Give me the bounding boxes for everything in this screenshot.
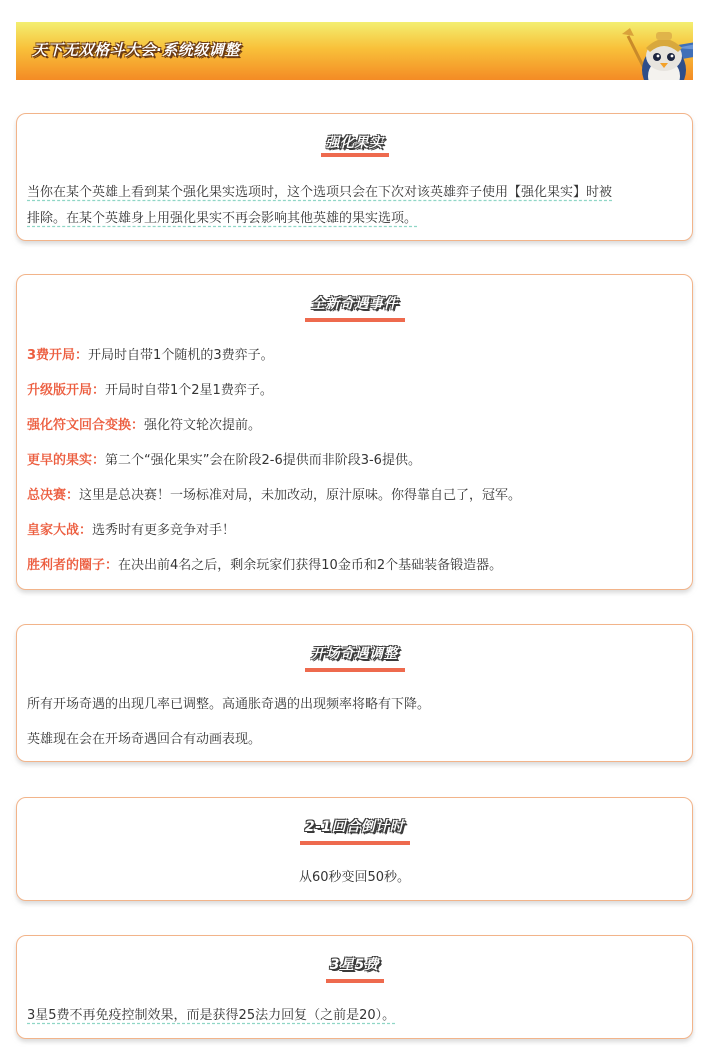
card-augments [16, 113, 693, 241]
penguin-mascot-icon [620, 26, 693, 80]
event-item [27, 346, 682, 366]
card-opening [16, 624, 693, 762]
card-title-events: 全新奇遇事件 [311, 296, 398, 312]
three-star-text: 3星5费不再免疫控制效果，而是获得25法力回复（之前是20）。 [27, 1008, 396, 1023]
event-text: 开局时自带1个2星1费弈子。 [105, 383, 273, 398]
countdown-text: 从60秒变回50秒。 [298, 870, 411, 885]
card-countdown [16, 797, 693, 901]
augments-line-1: 当你在某个英雄上看到某个强化果实选项时，这个选项只会在下次对该英雄弈子使用【强化果实】时被 [27, 185, 613, 200]
event-label: 3费开局： [27, 348, 89, 363]
event-text: 开局时自带1个随机的3费弈子。 [88, 348, 274, 363]
card-three-star [16, 935, 693, 1039]
event-text: 强化符文轮次提前。 [144, 418, 262, 433]
event-label: 总决赛： [27, 488, 80, 503]
event-item [27, 486, 682, 506]
event-item [27, 451, 682, 471]
card-title-countdown: 2-1回合倒计时 [304, 819, 405, 835]
title-underline [300, 841, 410, 845]
banner-title: 天下无双格斗大会·系统级调整 [32, 41, 240, 59]
title-underline [321, 153, 389, 157]
event-text: 选秀时有更多竞争对手！ [92, 523, 236, 538]
event-label: 胜利者的圈子： [27, 558, 119, 573]
event-item [27, 556, 682, 576]
event-label: 更早的果实： [27, 453, 106, 468]
card-title-three-star: 3星5费 [329, 957, 380, 973]
event-label: 升级版开局： [27, 383, 106, 398]
event-label: 强化符文回合变换： [27, 418, 145, 433]
event-item [27, 381, 682, 401]
event-label: 皇家大战： [27, 523, 93, 538]
event-text: 第二个“强化果实”会在阶段2-6提供而非阶段3-6提供。 [105, 453, 421, 468]
header-banner [16, 22, 693, 80]
event-item [27, 521, 682, 541]
augments-line-2: 排除。在某个英雄身上用强化果实不再会影响其他英雄的果实选项。 [27, 211, 418, 226]
card-title-opening: 开场奇遇调整 [311, 646, 398, 662]
title-underline [305, 668, 405, 672]
card-title-augments: 强化果实 [325, 135, 384, 151]
event-item [27, 416, 682, 436]
event-text: 这里是总决赛！一场标准对局，未加改动，原汁原味。你得靠自己了，冠军。 [79, 488, 522, 503]
opening-line-2: 英雄现在会在开场奇遇回合有动画表现。 [27, 732, 262, 747]
paragraph-augments [27, 180, 682, 232]
title-underline [305, 318, 405, 322]
opening-line-1: 所有开场奇遇的出现几率已调整。高通胀奇遇的出现频率将略有下降。 [27, 697, 431, 712]
three-star-paragraph [27, 1006, 682, 1026]
title-underline [326, 979, 384, 983]
event-text: 在决出前4名之后，剩余玩家们获得10金币和2个基础装备锻造器。 [118, 558, 503, 573]
card-events [16, 274, 693, 590]
